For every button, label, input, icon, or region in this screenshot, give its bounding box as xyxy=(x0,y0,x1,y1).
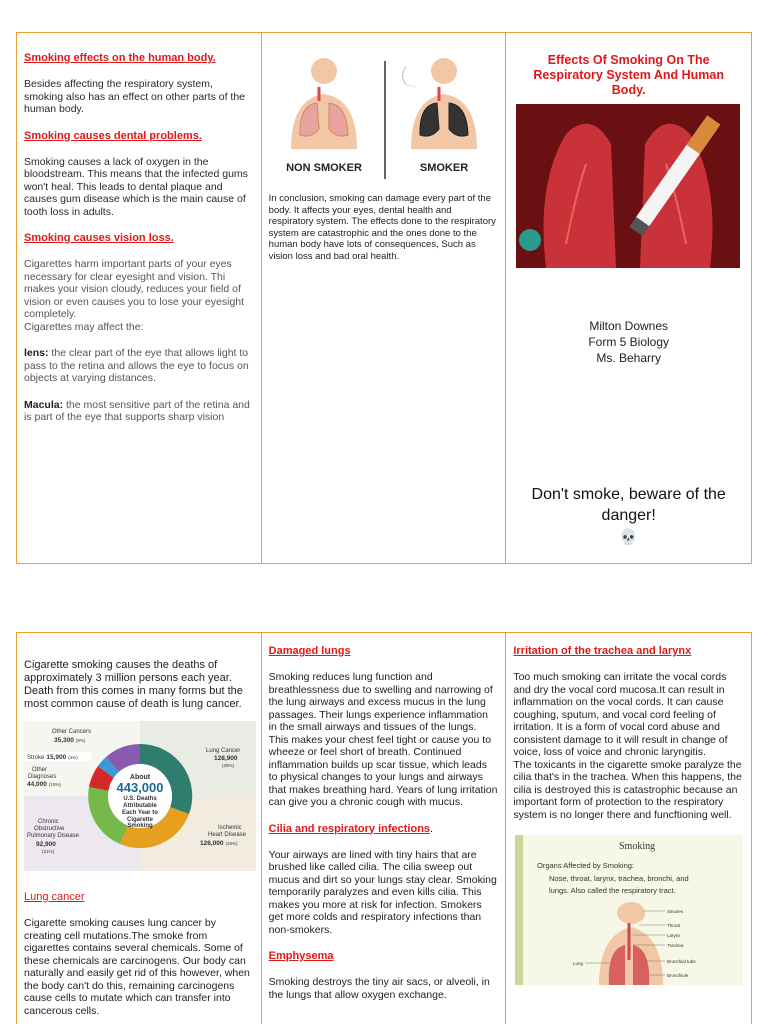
chart-other-cancers-value: 35,300 (8%) xyxy=(54,737,86,744)
slide-title: Smoking xyxy=(619,841,656,852)
paragraph-affect: Cigarettes may affect the: xyxy=(24,320,144,333)
page1-column-2 xyxy=(262,33,507,563)
text-lens: the clear part of the eye that allows light to pass to the retina and allows the eye to focus on objects at varying distances. xyxy=(24,347,249,384)
heading-cilia-tail: . xyxy=(430,822,434,835)
slide-label-lung: Lung xyxy=(573,961,584,966)
heading-emphysema: Emphysema xyxy=(268,950,334,962)
non-smoker-figure xyxy=(291,58,357,149)
chart-copd-pct: (21%) xyxy=(42,849,55,854)
page1-column-1 xyxy=(17,33,262,563)
heading-vision-loss: Smoking causes vision loss. xyxy=(24,232,174,244)
chart-copd-l3: Pulmonary Disease xyxy=(27,833,80,839)
slide-label-bronchial: Bronchial tube xyxy=(667,959,697,964)
slide-bullet-2-line1: Nose, throat, larynx, trachea, bronchi, and xyxy=(549,874,690,883)
chart-copd-value: 92,900 xyxy=(36,841,56,848)
deaths-pie-chart xyxy=(24,721,256,871)
slide-label-throat: Throat xyxy=(667,923,681,928)
paragraph-intro: Besides affecting the respiratory system, smoking also has an effect on other parts of the human body. xyxy=(24,78,246,115)
chart-lung-cancer-pct: (29%) xyxy=(222,763,235,768)
heading-cilia-wrap xyxy=(269,823,499,835)
slide-bullet-1: Organs Affected by Smoking: xyxy=(537,861,635,870)
page1-column-3 xyxy=(506,33,751,563)
paragraph-damaged-lungs: Smoking reduces lung function and breathlessness due to swelling and narrowing of the lung airways and excess mucus in the lung passages. Their lungs experience inflammation in the small airways and tissues of the lungs. This makes your chest feel tight or cause you to wheeze or feel short of breath. Continued inflammation builds up scar tissue, which leads to physical changes to your lungs and airways that makes breathing hard. Years of lung irritation can give you a chronic cough with mucus. xyxy=(268,671,498,808)
page2-column-2 xyxy=(262,633,507,1024)
teacher-name: Ms. Beharry xyxy=(596,351,662,365)
chart-center-line4: Each Year to xyxy=(122,810,158,816)
term-lens: lens: xyxy=(24,347,49,359)
chart-copd-l2: Obstructive xyxy=(34,826,65,832)
text-macula: the most sensitive part of the retina and is part of the eye that supports sharp vision xyxy=(24,398,250,423)
slide-label-larynx: Larynx xyxy=(667,933,681,938)
label-smoker: SMOKER xyxy=(419,162,468,174)
chart-lung-cancer-value: 128,900 xyxy=(214,755,238,762)
chart-stroke-label: Stroke 15,900 (4%) xyxy=(27,754,78,761)
label-non-smoker: NON SMOKER xyxy=(285,162,362,174)
paragraph-lung-cancer: Cigarette smoking causes lung cancer by creating cell mutations.The smoke from cigarettes contains several chemicals. Some of these chemicals are carcinogens. Our body can naturally and easily get rid of this however, when the body can't do this, remaining carcinogens cause cells to mutate which can transfer into cancerous cells. xyxy=(24,917,250,1017)
skull-icon: 💀 xyxy=(619,529,639,546)
slide-bullet-2-line2: lungs. Also called the respiratory tract. xyxy=(549,886,677,895)
slide-label-sinuses: Sinuses xyxy=(667,909,684,914)
heading-cilia: Cilia and respiratory infections xyxy=(268,822,431,835)
paragraph-conclusion: In conclusion, smoking can damage every part of the body. It affects your eyes, dental health and respiratory system. The effects done to the respiratory system are catastrophic and the ones done to the human body have lots of consequences, Such as vision loss and bad oral health. xyxy=(268,193,496,262)
respiratory-tract-slide xyxy=(515,835,743,985)
paragraph-vocal-cords: Too much smoking can irritate the vocal cords and dry the vocal cord mucosa.It can result in inflammation on the vocal cords. It can cause coughing, sputum, and vocal cord feeling of irritation. It is a form of vocal cord abuse and consistent damage to it will result in change of voice, loss of voice and chronic laryngitis. xyxy=(513,671,728,758)
chart-center-line3: Attributable xyxy=(123,803,157,809)
term-macula: Macula: xyxy=(24,398,64,411)
page2-column-3 xyxy=(506,633,751,1024)
chart-ihd-l2: Heart Disease xyxy=(208,832,247,838)
paragraph-deaths: Cigarette smoking causes the deaths of approximately 3 million persons each year. Death from this comes in many forms but the most common cause of death is lung cancer. xyxy=(24,659,243,710)
paragraph-toxicants: The toxicants in the cigarette smoke paralyze the cilia that's in the trachea. When this happens, the cilia is destroyed this is catastrophic because an important form of protection to the respiratory system is no longer there and funcftioning well. xyxy=(513,758,742,821)
cover-lungs-cigarette-image xyxy=(516,104,740,268)
slide-label-bronchiole: Bronchiole xyxy=(667,973,689,978)
heading-trachea-larynx: Irritation of the trachea and larynx xyxy=(513,645,692,657)
smoker-comparison-illustration xyxy=(269,39,499,179)
heading-effects-on-body: Smoking effects on the human body. xyxy=(24,52,216,64)
chart-center-line5: Cigarette xyxy=(126,817,154,823)
paragraph-vision: Cigarettes harm important parts of your eyes necessary for clear eyesight and vision. Thi makes your vision cloudy, reduces your field of vision or even causes you to lose your eyesight completely. xyxy=(24,258,245,320)
chart-other-diagnoses-value: 44,000 (10%) xyxy=(27,781,61,788)
brochure-page-2 xyxy=(16,632,752,1024)
heading-lung-cancer: Lung cancer xyxy=(24,891,85,903)
page2-column-1 xyxy=(17,633,262,1024)
chart-center-line2: U.S. Deaths xyxy=(123,796,157,802)
brochure-page-1 xyxy=(16,32,752,564)
chart-other-diagnoses-l1: Other xyxy=(32,767,48,773)
chart-other-cancers-label: Other Cancers xyxy=(52,729,92,735)
chart-center-number: 443,000 xyxy=(116,780,164,795)
chart-lung-cancer-label: Lung Cancer xyxy=(206,748,241,754)
slide-label-trachea: Trachea xyxy=(667,943,684,948)
chart-copd-l1: Chronic xyxy=(38,819,59,825)
smoker-figure xyxy=(402,58,477,149)
author-form: Form 5 Biology xyxy=(588,335,670,349)
paragraph-cilia: Your airways are lined with tiny hairs that are brushed like called cilia. The cilia sweep out mucus and dirt so your lungs stay clear. Smoking temporarily paralyzes and even kills cilia. This makes you more at risk for infection. Smokers get more colds and respiratory infections than non-smokers. xyxy=(268,848,497,936)
paragraph-macula xyxy=(24,399,254,424)
chart-ihd-value: 126,000 (28%) xyxy=(200,840,238,847)
heading-damaged-lungs: Damaged lungs xyxy=(268,645,351,657)
heading-dental-problems: Smoking causes dental problems. xyxy=(24,129,202,142)
chart-center-line6: Smoking xyxy=(127,823,153,829)
chart-other-diagnoses-l2: Diagnoses xyxy=(28,774,57,780)
brochure-title: Effects Of Smoking On The Respiratory System And Human Body. xyxy=(533,53,724,97)
warning-message: Don't smoke, beware of the danger! xyxy=(531,486,726,524)
chart-ihd-l1: Ischemic xyxy=(218,825,242,831)
paragraph-lens xyxy=(24,347,254,385)
paragraph-dental: Smoking causes a lack of oxygen in the bloodstream. This means that the infected gums won't heal. This leads to dental plaque and causes gum disease which is the main cause of tooth loss in adults. xyxy=(24,155,248,218)
paragraph-emphysema: Smoking destroys the tiny air sacs, or alveoli, in the lungs that allow oxygen exchange. xyxy=(268,976,490,1001)
author-name: Milton Downes xyxy=(589,319,669,333)
chart-center-about: About xyxy=(129,774,151,781)
